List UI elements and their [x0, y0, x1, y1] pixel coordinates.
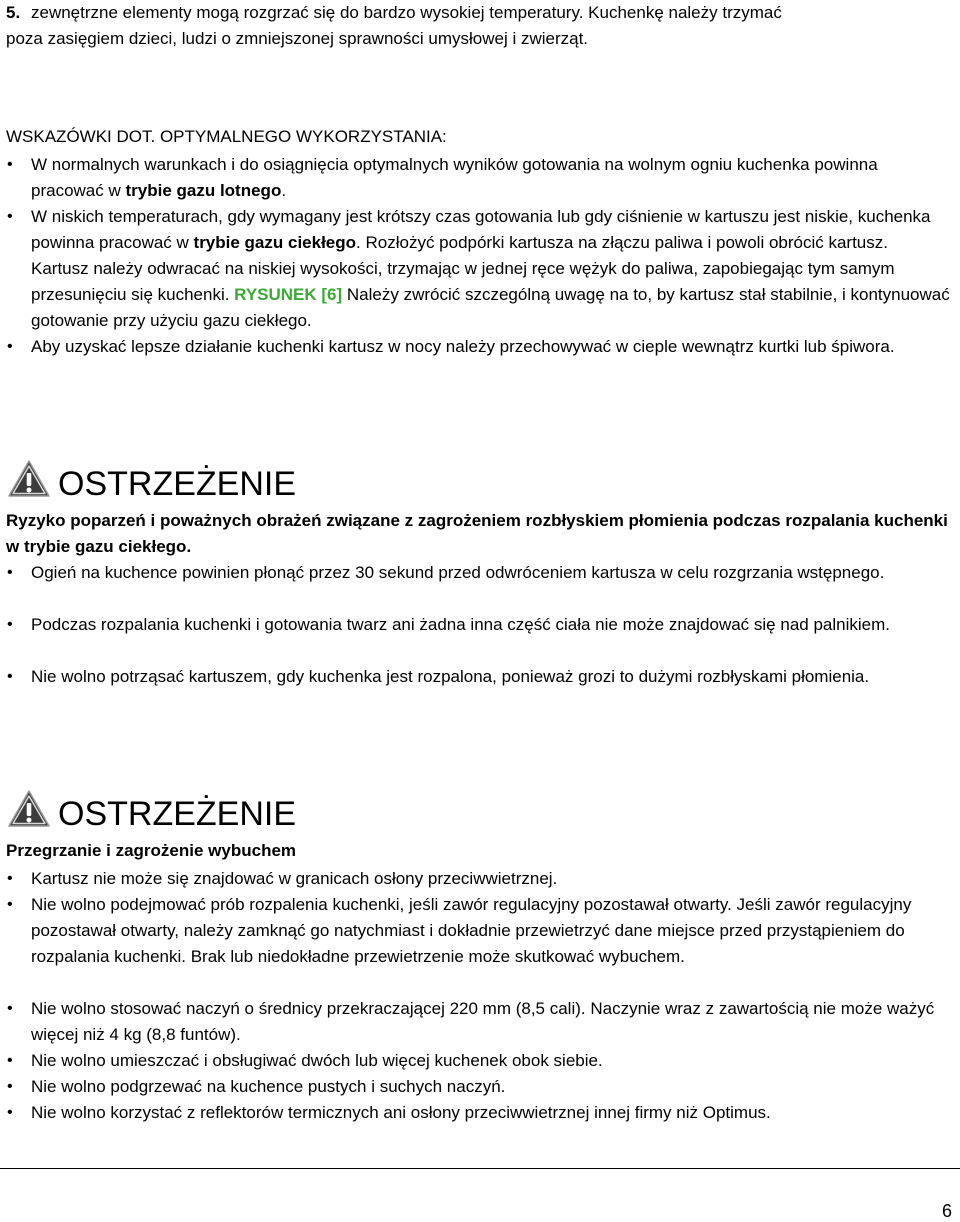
- bullet-icon: •: [7, 616, 13, 633]
- bullet-icon: •: [7, 338, 13, 355]
- bullet-icon: •: [7, 1000, 13, 1017]
- bullet-icon: •: [7, 156, 13, 173]
- bullet-icon: •: [7, 896, 13, 913]
- warning-2-title: OSTRZEŻENIE: [58, 795, 297, 833]
- bullet-icon: •: [7, 564, 13, 581]
- bullet-icon: •: [7, 668, 13, 685]
- warning-triangle-icon: [8, 790, 50, 828]
- warning-1-subtitle: Ryzyko poparzeń i poważnych obrażeń związane z zagrożeniem rozbłyskiem płomienia podczas rozpalania kuchenki w trybie gazu ciekłego.: [6, 511, 948, 556]
- item-5-line-2: poza zasięgiem dzieci, ludzi o zmniejszonej sprawności umysłowej i zwierząt.: [6, 29, 589, 48]
- warning-2-item-text: Nie wolno stosować naczyń o średnicy przekraczającej 220 mm (8,5 cali). Naczynie wraz z zawartością nie może ważyć więcej niż 4 kg (8,8 funtów).: [31, 999, 935, 1044]
- warning-2-item-text: Nie wolno korzystać z reflektorów termicznych ani osłony przeciwwietrznej innej firmy niż Optimus.: [31, 1103, 771, 1122]
- footer-divider: [0, 1168, 960, 1169]
- warning-2-subtitle: Przegrzanie i zagrożenie wybuchem: [6, 841, 297, 860]
- bullet-icon: •: [7, 1052, 13, 1069]
- page-number: 6: [941, 1201, 952, 1221]
- warning-2-item-text: Kartusz nie może się znajdować w granicach osłony przeciwwietrznej.: [31, 869, 558, 888]
- tip-text-1: W normalnych warunkach i do osiągnięcia optymalnych wyników gotowania na wolnym ogniu kuchenka powinna pracować w trybie gazu lotnego.: [31, 155, 878, 200]
- warning-1-item-text: Nie wolno potrząsać kartuszem, gdy kuchenka jest rozpalona, ponieważ grozi to dużymi rozbłyskami płomienia.: [31, 667, 870, 686]
- warning-1-item-text: Podczas rozpalania kuchenki i gotowania twarz ani żadna inna część ciała nie może znajdować się nad palnikiem.: [31, 615, 890, 634]
- warning-triangle-icon: [8, 460, 50, 498]
- tip-text-3: Aby uzyskać lepsze działanie kuchenki kartusz w nocy należy przechowywać w cieple wewnątrz kurtki lub śpiwora.: [31, 337, 895, 356]
- warning-1-title: OSTRZEŻENIE: [58, 465, 297, 503]
- bullet-icon: •: [7, 1078, 13, 1095]
- warning-2-item-text: Nie wolno podejmować prób rozpalenia kuchenki, jeśli zawór regulacyjny pozostawał otwarty. Jeśli zawór regulacyjny pozostawał otwarty, należy zamknąć go natychmiast i dokładnie przewietrzyć dane miejsce przed przystąpieniem do rozpalania kuchenki. Brak lub niedokładne przewietrzenie może skutkować wybuchem.: [31, 895, 912, 966]
- tips-heading: WSKAZÓWKI DOT. OPTYMALNEGO WYKORZYSTANIA:: [6, 127, 447, 146]
- figure-reference: RYSUNEK [6]: [234, 285, 343, 304]
- tip-text-2: W niskich temperaturach, gdy wymagany jest krótszy czas gotowania lub gdy ciśnienie w kartuszu jest niskie, kuchenka powinna pracować w trybie gazu ciekłego. Rozłożyć podpórki kartusza na złączu paliwa i powoli obrócić kartusz. Kartusz należy odwracać na niskiej wysokości, trzymając w jednej ręce wężyk do paliwa, zapobiegając tym samym przesunięciu się kuchenki. RYSUNEK [6] Należy zwrócić szczególną uwagę na to, by kartusz stał stabilnie, i kontynuować gotowanie przy użyciu gazu ciekłego.: [31, 207, 950, 330]
- bullet-icon: •: [7, 208, 13, 225]
- bullet-icon: •: [7, 870, 13, 887]
- warning-2-item-text: Nie wolno umieszczać i obsługiwać dwóch lub więcej kuchenek obok siebie.: [31, 1051, 603, 1070]
- warning-2-item-text: Nie wolno podgrzewać na kuchence pustych i suchych naczyń.: [31, 1077, 506, 1096]
- item-5-line-1: zewnętrzne elementy mogą rozgrzać się do bardzo wysokiej temperatury. Kuchenkę należy trzymać: [31, 3, 782, 22]
- item-5-number: 5.: [6, 3, 21, 22]
- warning-1-item-text: Ogień na kuchence powinien płonąć przez 30 sekund przed odwróceniem kartusza w celu rozgrzania wstępnego.: [31, 563, 885, 582]
- bullet-icon: •: [7, 1104, 13, 1121]
